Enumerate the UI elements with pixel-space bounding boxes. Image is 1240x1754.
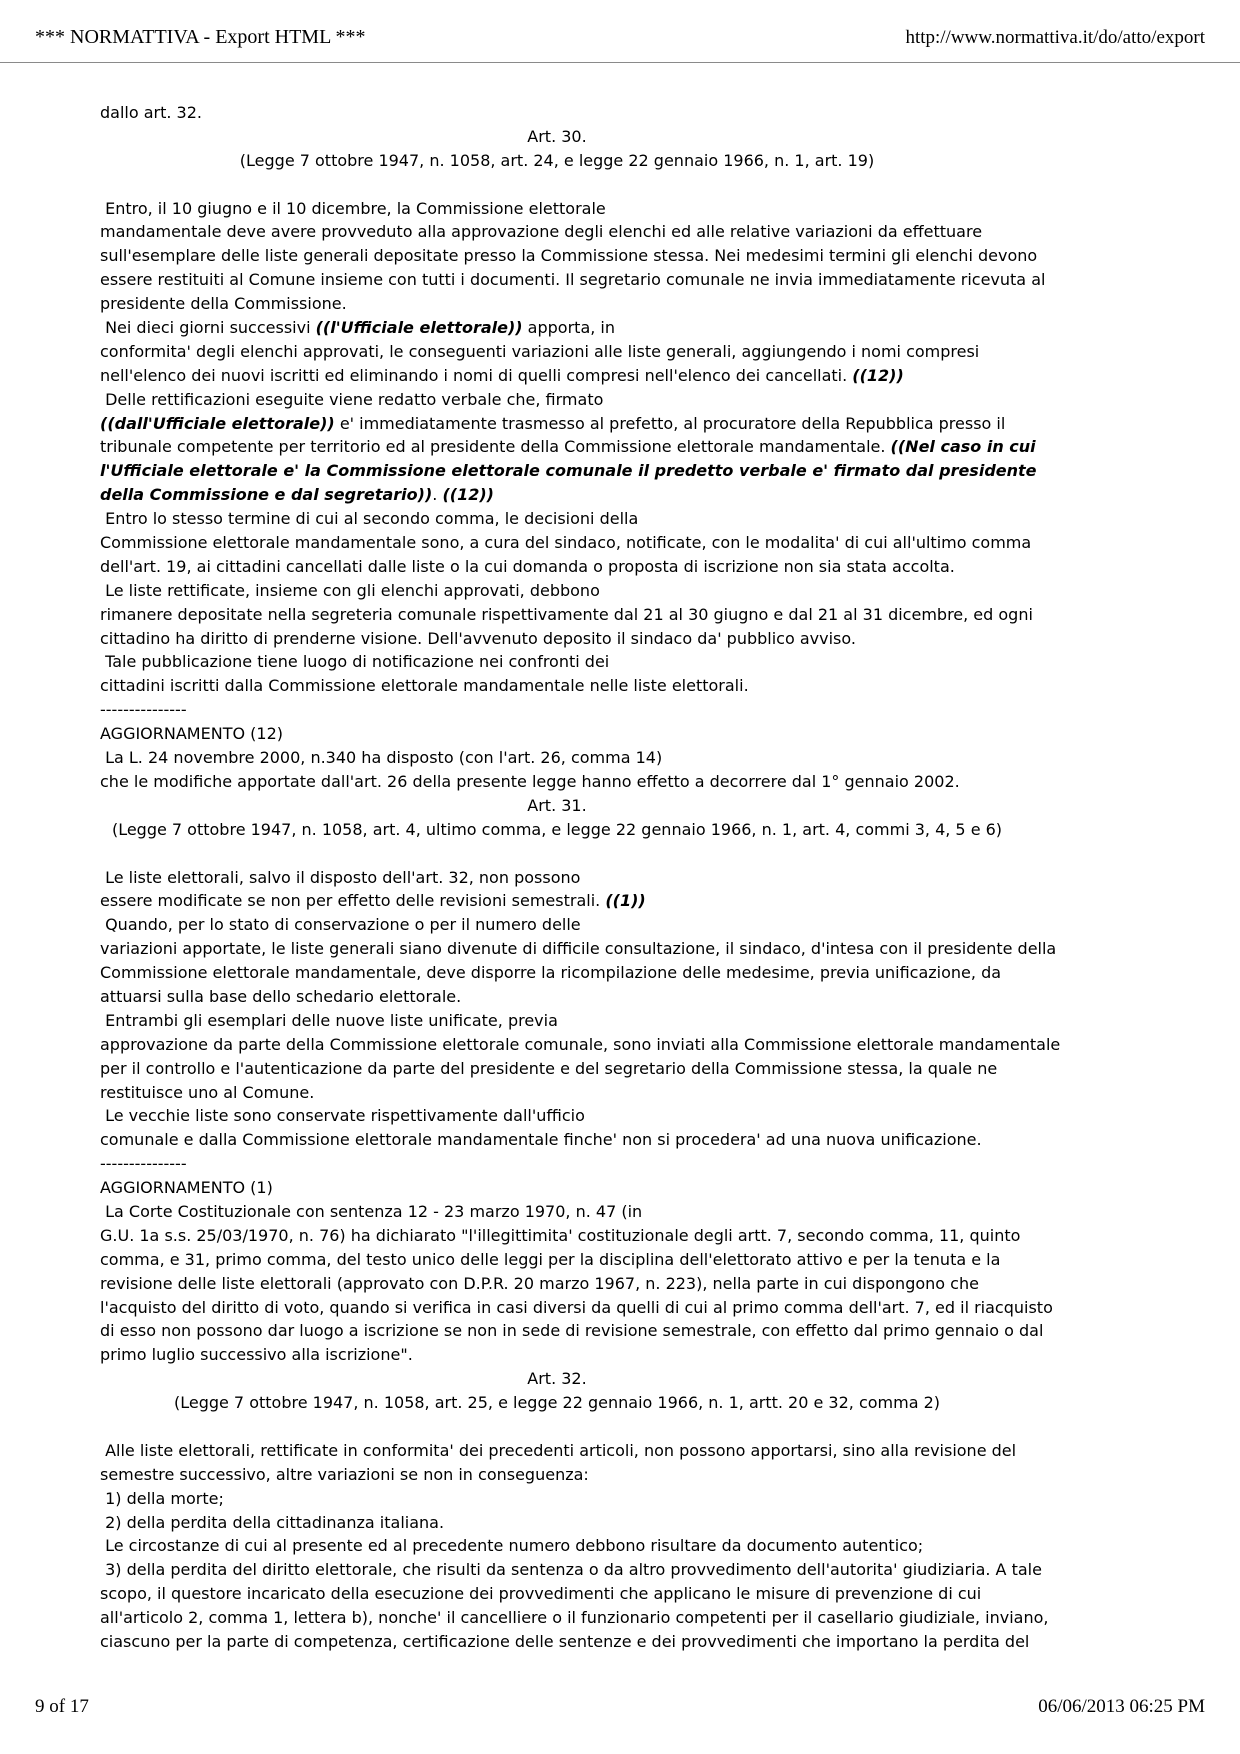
- document-text: essere modificate se non per effetto delle revisioni semestrali.: [100, 891, 606, 911]
- document-line: [100, 101, 1160, 125]
- document-text: Entrambi gli esemplari delle nuove liste unificate, previa: [100, 1010, 558, 1030]
- document-text: dell'art. 19, ai cittadini cancellati dalle liste o la cui domanda o proposta di iscrizione non sia stata accolta.: [100, 556, 955, 576]
- document-text: Commissione elettorale mandamentale sono, a cura del sindaco, notificate, con le modalita' di cui all'ultimo comma: [100, 533, 1032, 553]
- document-line: [100, 149, 1014, 173]
- amendment-marker-text: ((Nel caso in cui: [890, 437, 1036, 457]
- document-text: AGGIORNAMENTO (1): [100, 1178, 273, 1198]
- document-line: [100, 483, 1160, 507]
- document-text: variazioni apportate, le liste generali siano divenute di difficile consultazione, il sindaco, d'intesa con il presidente della: [100, 939, 1057, 959]
- document-text: G.U. 1a s.s. 25/03/1970, n. 76) ha dichiarato "l'illegittimita' costituzionale degli artt. 7, secondo comma, 11, quinto: [100, 1225, 1021, 1245]
- document-text: tribunale competente per territorio ed al presidente della Commissione elettorale mandamentale.: [100, 437, 891, 457]
- document-line: [100, 459, 1160, 483]
- document-line: [100, 1057, 1160, 1081]
- header-url: http://www.normattiva.it/do/atto/export: [905, 27, 1205, 48]
- document-text: La L. 24 novembre 2000, n.340 ha disposto (con l'art. 26, comma 14): [100, 748, 663, 768]
- document-line: [100, 1558, 1160, 1582]
- amendment-marker-text: l'Ufficiale elettorale e' la Commissione elettorale comunale il predetto verbale e' firmato dal presidente: [100, 461, 1037, 481]
- document-line: [100, 1367, 1014, 1391]
- document-text: cittadini iscritti dalla Commissione elettorale mandamentale nelle liste elettorali.: [100, 676, 749, 696]
- document-text: 1) della morte;: [100, 1488, 224, 1508]
- document-line: [100, 1200, 1160, 1224]
- document-text: Quando, per lo stato di conservazione o per il numero delle: [100, 915, 581, 935]
- document-line: [100, 1296, 1160, 1320]
- document-line: [100, 770, 1160, 794]
- document-text: Art. 31.: [527, 795, 587, 815]
- document-line: [100, 674, 1160, 698]
- document-line: [100, 722, 1160, 746]
- document-line: [100, 364, 1160, 388]
- document-text: comunale e dalla Commissione elettorale mandamentale finche' non si procedera' ad una nuova unificazione.: [100, 1130, 982, 1150]
- amendment-marker-text: ((dall'Ufficiale elettorale)): [100, 413, 335, 433]
- document-text: Art. 30.: [527, 126, 587, 146]
- document-text: essere restituiti al Comune insieme con tutti i documenti. Il segretario comunale ne invia immediatamente ricevuta al: [100, 270, 1046, 290]
- document-text: restituisce uno al Comune.: [100, 1082, 315, 1102]
- document-text: di esso non possono dar luogo a iscrizione se non in sede di revisione semestrale, con effetto dal primo gennaio o dal: [100, 1321, 1044, 1341]
- document-text: presidente della Commissione.: [100, 294, 347, 314]
- document-line: [100, 842, 1160, 866]
- document-text: attuarsi sulla base dello schedario elettorale.: [100, 986, 462, 1006]
- document-text: approvazione da parte della Commissione elettorale comunale, sono inviati alla Commissione elettorale mandamentale: [100, 1034, 1061, 1054]
- document-line: [100, 435, 1160, 459]
- document-line: [100, 268, 1160, 292]
- document-line: [100, 1081, 1160, 1105]
- document-text: 2) della perdita della cittadinanza italiana.: [100, 1512, 445, 1532]
- document-text: nell'elenco dei nuovi iscritti ed eliminando i nomi di quelli compresi nell'elenco dei cancellati.: [100, 365, 853, 385]
- header-title: *** NORMATTIVA - Export HTML ***: [35, 26, 366, 48]
- document-line: [100, 985, 1160, 1009]
- document-line: [100, 698, 1160, 722]
- document-line: [100, 1391, 1014, 1415]
- document-text: ciascuno per la parte di competenza, certificazione delle sentenze e dei provvedimenti che importano la perdita del: [100, 1632, 1030, 1651]
- document-text: AGGIORNAMENTO (12): [100, 724, 283, 744]
- document-lines: [100, 101, 1160, 1654]
- document-line: [100, 220, 1160, 244]
- document-line: [100, 555, 1160, 579]
- document-line: [100, 1415, 1160, 1439]
- document-line: [100, 650, 1160, 674]
- page-indicator: 9 of 17: [35, 1696, 89, 1717]
- document-line: [100, 627, 1160, 651]
- document-line: [100, 388, 1160, 412]
- document-text: mandamentale deve avere provveduto alla approvazione degli elenchi ed alle relative variazioni da effettuare: [100, 222, 983, 242]
- document-text: Art. 32.: [527, 1369, 587, 1389]
- document-text: Le liste elettorali, salvo il disposto dell'art. 32, non possono: [100, 867, 581, 887]
- document-text: primo luglio successivo alla iscrizione".: [100, 1345, 413, 1365]
- amendment-marker-text: ((12)): [852, 365, 904, 385]
- document-text: Entro, il 10 giugno e il 10 dicembre, la Commissione elettorale: [100, 198, 606, 218]
- document-line: [100, 1487, 1160, 1511]
- document-text: Le vecchie liste sono conservate rispettivamente dall'ufficio: [100, 1106, 585, 1126]
- document-text: 3) della perdita del diritto elettorale, che risulti da sentenza o da altro provvedimento dell'autorita' giudiziaria. A tale: [100, 1560, 1042, 1580]
- document-text: Le liste rettificate, insieme con gli elenchi approvati, debbono: [100, 580, 600, 600]
- document-line: [100, 889, 1160, 913]
- amendment-marker-text: della Commissione e dal segretario)): [100, 485, 433, 505]
- document-text: dallo art. 32.: [100, 103, 202, 122]
- document-line: [100, 794, 1014, 818]
- document-line: [100, 316, 1160, 340]
- document-line: [100, 1319, 1160, 1343]
- document-line: [100, 1582, 1160, 1606]
- document-text: ---------------: [100, 700, 187, 720]
- document-text: ---------------: [100, 1154, 187, 1174]
- document-line: [100, 1224, 1160, 1248]
- document-text: Delle rettificazioni eseguite viene redatto verbale che, firmato: [100, 389, 604, 409]
- amendment-marker-text: ((l'Ufficiale elettorale)): [315, 318, 523, 338]
- document-text: Alle liste elettorali, rettificate in conformita' dei precedenti articoli, non possono apportarsi, sino alla revisione del: [100, 1440, 1017, 1460]
- timestamp: 06/06/2013 06:25 PM: [1038, 1696, 1205, 1717]
- document-text: all'articolo 2, comma 1, lettera b), nonche' il cancelliere o il funzionario competenti per il casellario giudiziale, inviano,: [100, 1608, 1049, 1628]
- document-text: Le circostanze di cui al presente ed al precedente numero debbono risultare da documento autentico;: [100, 1536, 924, 1556]
- amendment-marker-text: ((1)): [605, 891, 646, 911]
- document-line: [100, 746, 1160, 770]
- document-text: .: [432, 485, 443, 505]
- document-text: per il controllo e l'autenticazione da parte del presidente e del segretario della Commissione stessa, la quale ne: [100, 1058, 998, 1078]
- document-line: [100, 292, 1160, 316]
- document-text: cittadino ha diritto di prenderne visione. Dell'avvenuto deposito il sindaco da' pubblico avviso.: [100, 628, 856, 648]
- document-line: [100, 1128, 1160, 1152]
- document-text: Commissione elettorale mandamentale, deve disporre la ricompilazione delle medesime, previa unificazione, da: [100, 963, 1002, 983]
- document-text: sull'esemplare delle liste generali depositate presso la Commissione stessa. Nei medesimi termini gli elenchi devono: [100, 246, 1038, 266]
- document-line: [100, 197, 1160, 221]
- document-line: [100, 1534, 1160, 1558]
- document-line: [100, 1176, 1160, 1200]
- document-text: apporta, in: [522, 318, 615, 338]
- document-line: [100, 579, 1160, 603]
- document-line: [100, 1511, 1160, 1535]
- document-line: [100, 937, 1160, 961]
- document-text: scopo, il questore incaricato della esecuzione dei provvedimenti che applicano le misure di prevenzione di cui: [100, 1584, 982, 1604]
- document-text: conformita' degli elenchi approvati, le conseguenti variazioni alle liste generali, aggiungendo i nomi compresi: [100, 341, 980, 361]
- document-text: rimanere depositate nella segreteria comunale rispettivamente dal 21 al 30 giugno e dal 21 al 31 dicembre, ed ogni: [100, 604, 1033, 624]
- document-line: [100, 603, 1160, 627]
- document-text: (Legge 7 ottobre 1947, n. 1058, art. 24, e legge 22 gennaio 1966, n. 1, art. 19): [239, 150, 875, 170]
- document-line: [100, 244, 1160, 268]
- document-line: [100, 1033, 1160, 1057]
- document-line: [100, 913, 1160, 937]
- document-text: semestre successivo, altre variazioni se non in conseguenza:: [100, 1464, 589, 1484]
- document-line: [100, 1463, 1160, 1487]
- document-line: [100, 1104, 1160, 1128]
- document-line: [100, 412, 1160, 436]
- document-line: [100, 1009, 1160, 1033]
- document-text: comma, e 31, primo comma, del testo unico delle leggi per la disciplina dell'elettorato attivo e per la tenuta e la: [100, 1249, 1001, 1269]
- amendment-marker-text: ((12)): [442, 485, 494, 505]
- document-line: [100, 1606, 1160, 1630]
- document-line: [100, 1272, 1160, 1296]
- header: [35, 26, 1205, 49]
- document-text: e' immediatamente trasmesso al prefetto, al procuratore della Repubblica presso il: [334, 413, 1006, 433]
- document-line: [100, 866, 1160, 890]
- document-text: Nei dieci giorni successivi: [100, 318, 316, 338]
- document-line: [100, 1248, 1160, 1272]
- document-text: Entro lo stesso termine di cui al secondo comma, le decisioni della: [100, 509, 639, 529]
- footer: [35, 1696, 1205, 1718]
- header-divider: [0, 62, 1240, 63]
- document-text: Tale pubblicazione tiene luogo di notificazione nei confronti dei: [100, 652, 610, 672]
- document-text: La Corte Costituzionale con sentenza 12 - 23 marzo 1970, n. 47 (in: [100, 1201, 643, 1221]
- document-line: [100, 1630, 1160, 1654]
- document-line: [100, 531, 1160, 555]
- document-line: [100, 507, 1160, 531]
- document-text: (Legge 7 ottobre 1947, n. 1058, art. 4, ultimo comma, e legge 22 gennaio 1966, n. 1, art. 4, commi 3, 4, 5 e 6): [111, 819, 1003, 839]
- document-line: [100, 340, 1160, 364]
- document-line: [100, 125, 1014, 149]
- document-text: revisione delle liste elettorali (approvato con D.P.R. 20 marzo 1967, n. 223), nella parte in cui dispongono che: [100, 1273, 979, 1293]
- document-line: [100, 961, 1160, 985]
- document-text: (Legge 7 ottobre 1947, n. 1058, art. 25, e legge 22 gennaio 1966, n. 1, artt. 20 e 32, comma 2): [173, 1393, 941, 1413]
- document-line: [100, 1439, 1160, 1463]
- document-text: l'acquisto del diritto di voto, quando si verifica in casi diversi da quelli di cui al primo comma dell'art. 7, ed il riacquisto: [100, 1297, 1053, 1317]
- document-line: [100, 173, 1160, 197]
- document-line: [100, 1152, 1160, 1176]
- document-line: [100, 1343, 1160, 1367]
- document-text: che le modifiche apportate dall'art. 26 della presente legge hanno effetto a decorrere dal 1° gennaio 2002.: [100, 771, 960, 791]
- document-line: [100, 818, 1014, 842]
